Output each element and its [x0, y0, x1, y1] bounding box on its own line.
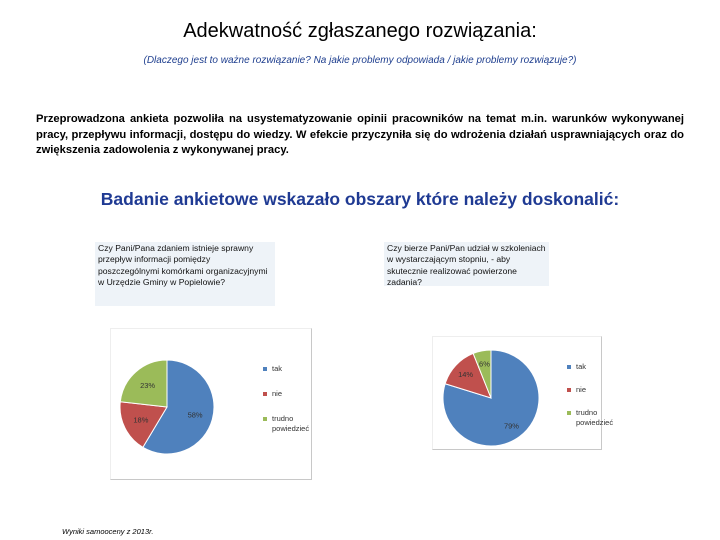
- section-heading: Badanie ankietowe wskazało obszary które należy doskonalić:: [100, 189, 620, 209]
- pie2-legend-swatch-1: [567, 388, 571, 392]
- pie1-legend-label-2: trudno powiedzieć: [272, 414, 310, 433]
- page-subtitle: (Dlaczego jest to ważne rozwiązanie? Na jakie problemy odpowiada / jakie problemy rozwiązuje?): [143, 55, 577, 66]
- question-box-2: Czy bierze Pani/Pan udział w szkoleniach w wystarczającym stopniu, - aby skutecznie realizować powierzone zadania?: [384, 242, 549, 286]
- pie-chart-2: [432, 336, 614, 450]
- pie1-legend-swatch-2: [263, 417, 267, 421]
- pie-chart-1: [110, 328, 312, 480]
- pie2-legend-swatch-2: [567, 411, 571, 415]
- page-title: Adekwatność zgłaszanego rozwiązania:: [183, 20, 537, 42]
- pie2-legend-label-1: nie: [576, 385, 587, 394]
- pie2-slice-label-2: 6%: [479, 359, 490, 369]
- pie2-legend-label-2: trudno powiedzieć: [576, 408, 614, 427]
- pie1-legend-swatch-1: [263, 392, 267, 396]
- pie1-slice-label-1: 18%: [133, 415, 149, 425]
- pie2-legend-swatch-0: [567, 365, 571, 369]
- pie2-slice-label-1: 14%: [458, 370, 474, 380]
- pie1-legend-label-1: nie: [272, 389, 283, 398]
- pie1-legend-swatch-0: [263, 367, 267, 371]
- pie2-slice-label-0: 79%: [503, 421, 519, 431]
- pie2-legend-label-0: tak: [576, 362, 587, 371]
- intro-paragraph: Przeprowadzona ankieta pozwoliła na usystematyzowanie opinii pracowników na temat m.in. warunków wykonywanej pracy, przepływu informacji, dostępu do wiedzy. W efekcie przyczyniła się do wdrożenia działań usprawniających oraz do zwiększenia zadowolenia z wykonywanej pracy.: [36, 113, 684, 156]
- question-box-1: Czy Pani/Pana zdaniem istnieje sprawny przepływ informacji pomiędzy poszczególnymi komórkami organizacyjnymi w Urzędzie Gminy w Popielowie?: [95, 242, 275, 306]
- pie1-legend-label-0: tak: [272, 364, 283, 373]
- pie-chart-2-svg: [433, 337, 614, 449]
- pie1-slice-label-2: 23%: [140, 380, 156, 390]
- pie-chart-1-svg: [111, 329, 311, 479]
- footnote: Wyniki samooceny z 2013r.: [62, 527, 154, 536]
- pie1-slice-label-0: 58%: [187, 410, 203, 420]
